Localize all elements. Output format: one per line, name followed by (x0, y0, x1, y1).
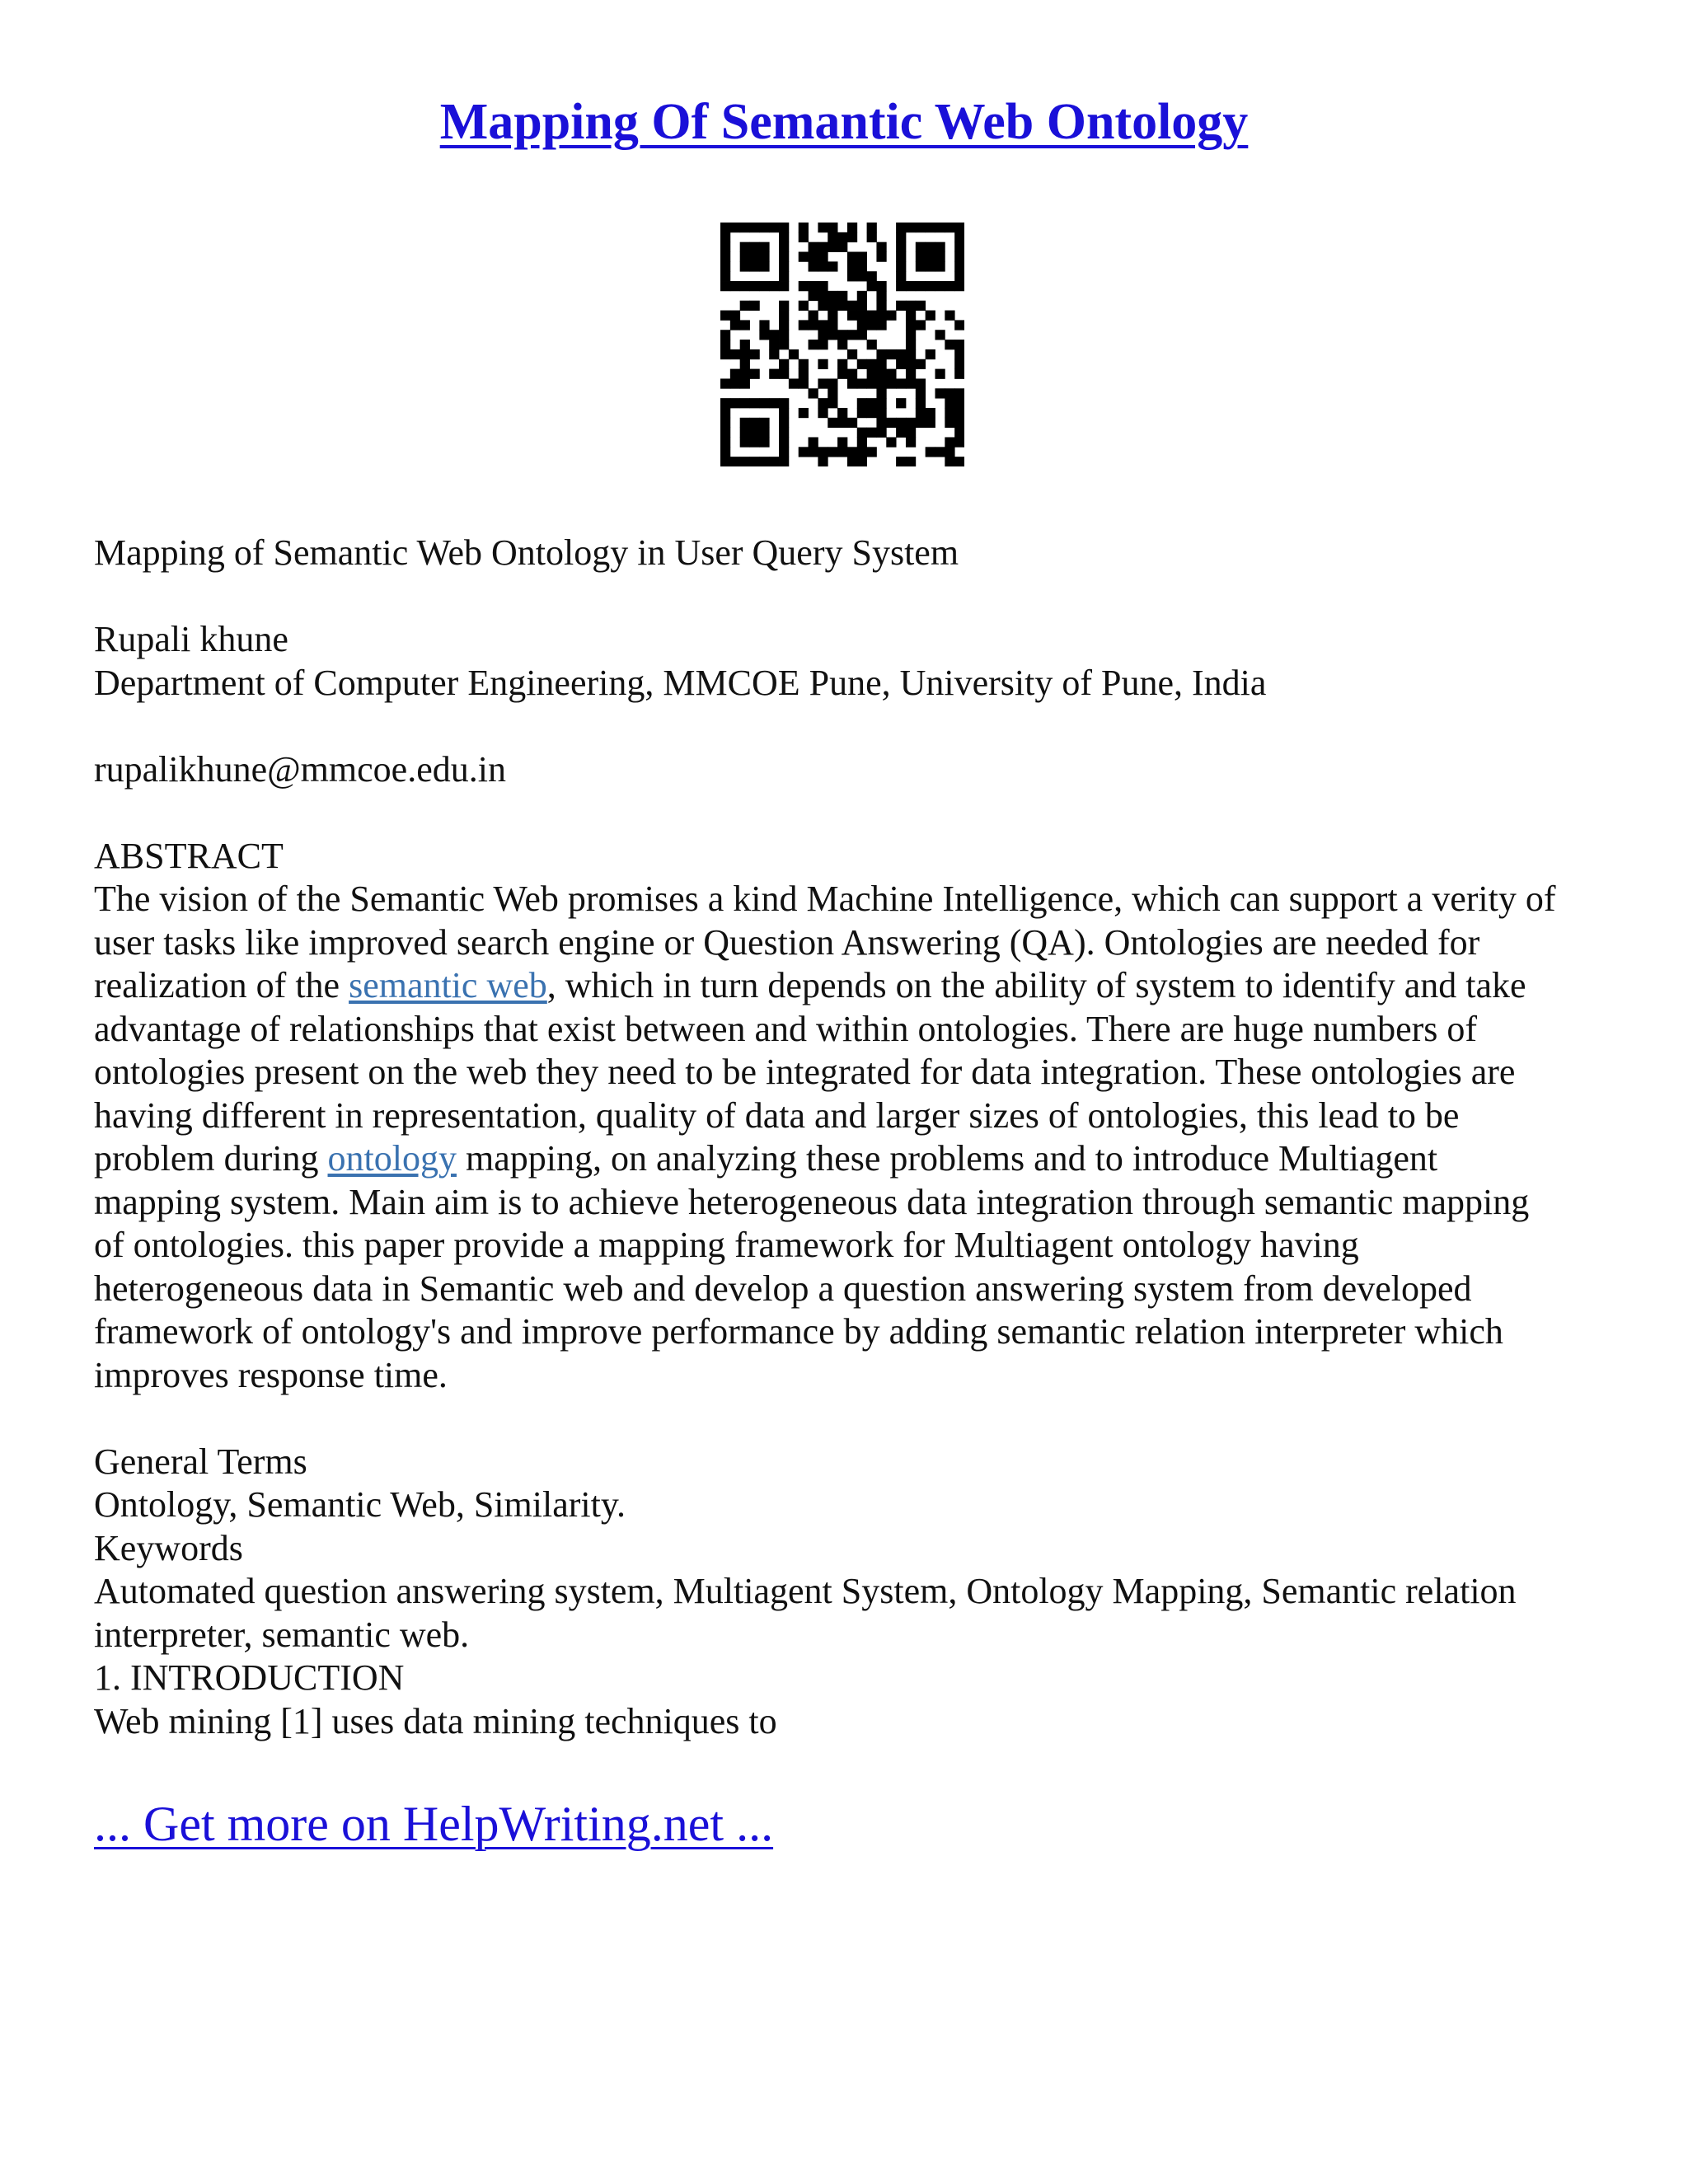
abstract-line: of ontologies. this paper provide a mapping framework for Multiagent ontology having (94, 1225, 1359, 1265)
page-title (0, 89, 1688, 155)
abstract-line: The vision of the Semantic Web promises a kind Machine Intelligence, which can support a verity of (94, 879, 1556, 919)
keywords-line: interpreter, semantic web. (94, 1614, 470, 1655)
get-more-link[interactable]: ... Get more on HelpWriting.net ... (94, 1797, 774, 1851)
author-email: rupalikhune@mmcoe.edu.in (94, 748, 506, 790)
semantic-web-link[interactable]: semantic web (349, 965, 547, 1005)
paper-body (94, 532, 1602, 1743)
abstract-line: mapping system. Main aim is to achieve heterogeneous data integration through semantic mapping (94, 1181, 1530, 1222)
abstract-line: realization of the semantic web, which in turn depends on the ability of system to identify and take (94, 965, 1526, 1005)
abstract-line: heterogeneous data in Semantic web and develop a question answering system from developed (94, 1268, 1472, 1309)
abstract-line: framework of ontology's and improve performance by adding semantic relation interpreter which (94, 1311, 1503, 1352)
ontology-link[interactable]: ontology (327, 1138, 457, 1179)
intro-text: Web mining [1] uses data mining techniques to (94, 1700, 777, 1741)
intro-heading: 1. INTRODUCTION (94, 1657, 405, 1698)
general-terms: Ontology, Semantic Web, Similarity. (94, 1484, 626, 1525)
keywords-line: Automated question answering system, Multiagent System, Ontology Mapping, Semantic relation (94, 1571, 1517, 1611)
abstract-line: having different in representation, quality of data and larger sizes of ontologies, this lead to be (94, 1094, 1460, 1136)
abstract-line: user tasks like improved search engine or Question Answering (QA). Ontologies are needed for (94, 921, 1480, 963)
title-link[interactable]: Mapping Of Semantic Web Ontology (439, 94, 1249, 150)
general-terms-heading: General Terms (94, 1441, 307, 1482)
author-affiliation: Department of Computer Engineering, MMCOE Pune, University of Pune, India (94, 662, 1267, 703)
keywords-heading: Keywords (94, 1527, 243, 1568)
paper-title: Mapping of Semantic Web Ontology in User Query System (94, 532, 959, 573)
qr-code-icon (720, 223, 964, 466)
abstract-line: improves response time. (94, 1354, 448, 1395)
abstract-line: advantage of relationships that exist between and within ontologies. There are huge numbers of (94, 1008, 1478, 1049)
abstract-line: ontologies present on the web they need to be integrated for data integration. These ontologies are (94, 1052, 1516, 1092)
abstract-heading: ABSTRACT (94, 835, 284, 876)
author-name: Rupali khune (94, 619, 288, 659)
abstract-line: problem during ontology mapping, on analyzing these problems and to introduce Multiagent (94, 1138, 1438, 1179)
